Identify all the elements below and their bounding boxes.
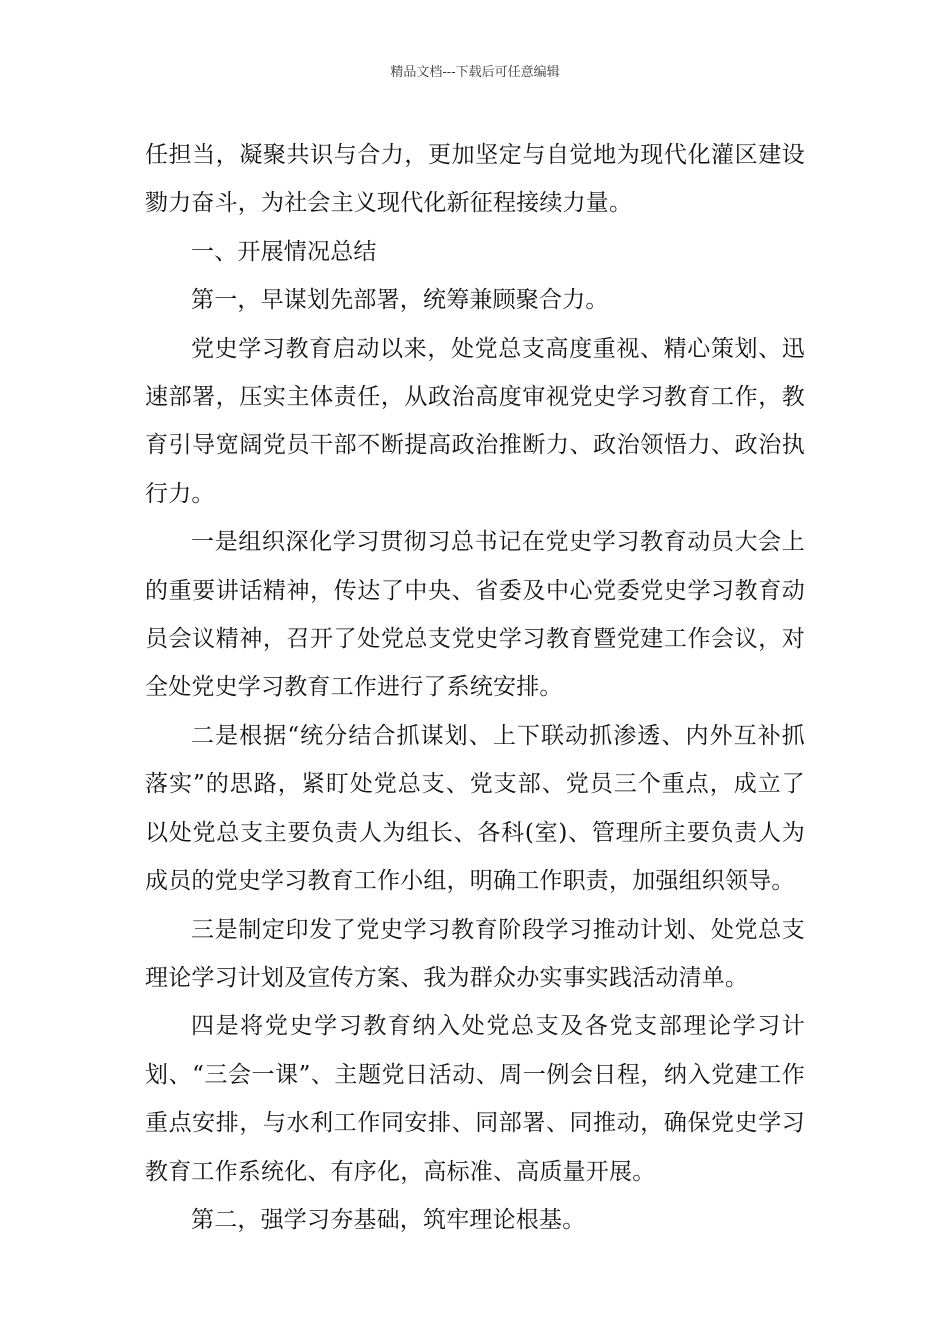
paragraph: 一是组织深化学习贯彻习总书记在党史学习教育动员大会上的重要讲话精神，传达了中央、省委及中心党委党史学习教育动员会议精神，召开了处党总支党史学习教育暨党建工作会议，对全处党史学习教育工作进行了系统安排。 [145,529,805,701]
paragraph-continuation: 任担当，凝聚共识与合力，更加坚定与自觉地为现代化灌区建设勠力奋斗，为社会主义现代化新征程接续力量。 [145,142,805,217]
paragraph: 党史学习教育启动以来，处党总支高度重视、精心策划、迅速部署，压实主体责任，从政治高度审视党史学习教育工作，教育引导宽阔党员干部不断提高政治推断力、政治领悟力、政治执行力。 [145,335,805,507]
document-body [145,131,805,1244]
subsection-heading-1: 第一，早谋划先部署，统筹兼顾聚合力。 [191,287,609,314]
page-header: 精品文档---下载后可任意编辑 [390,65,560,80]
paragraph: 二是根据“统分结合抓谋划、上下联动抓渗透、内外互补抓落实”的思路，紧盯处党总支、党支部、党员三个重点，成立了以处党总支主要负责人为组长、各科(室)、管理所主要负责人为成员的党史学习教育工作小组，明确工作职责，加强组织领导。 [145,722,805,895]
paragraph: 三是制定印发了党史学习教育阶段学习推动计划、处党总支理论学习计划及宣传方案、我为群众办实事实践活动清单。 [145,916,805,991]
section-heading: 一、开展情况总结 [191,238,377,265]
paragraph: 四是将党史学习教育纳入处党总支及各党支部理论学习计划、“三会一课”、主题党日活动、周一例会日程，纳入党建工作重点安排，与水利工作同安排、同部署、同推动，确保党史学习教育工作系统化、有序化，高标准、高质量开展。 [145,1013,805,1185]
subsection-heading-2: 第二，强学习夯基础，筑牢理论根基。 [191,1206,586,1233]
